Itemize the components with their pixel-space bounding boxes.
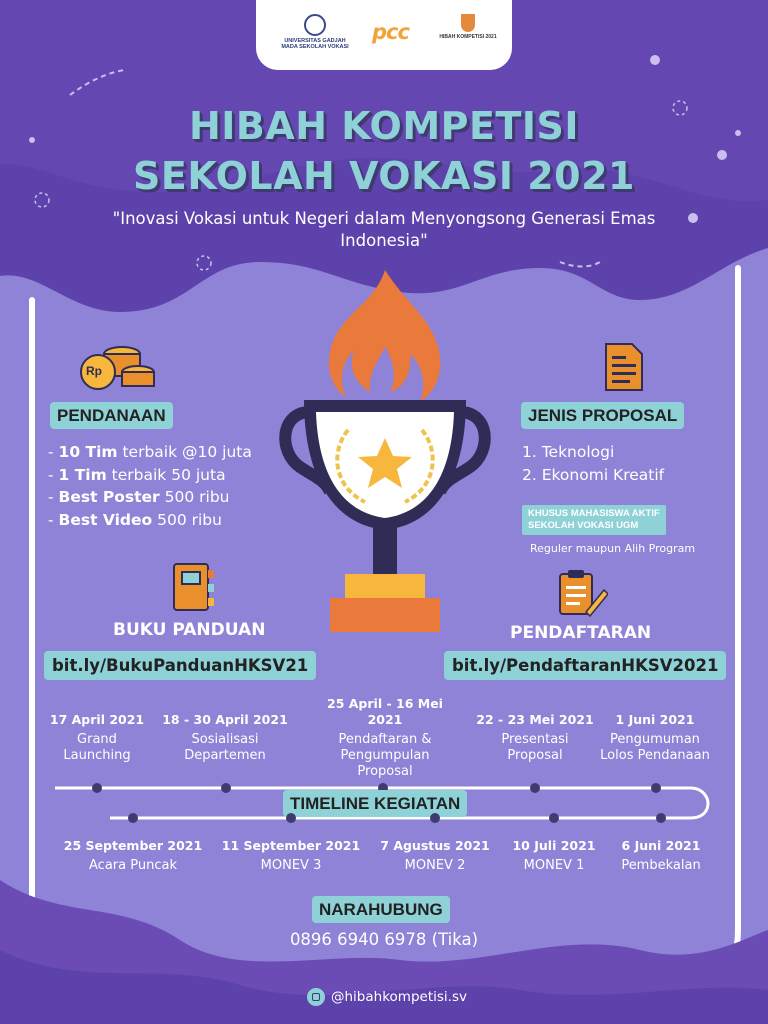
timeline-event bbox=[308, 696, 462, 780]
timeline-event bbox=[580, 712, 730, 764]
narahubung-label: NARAHUBUNG bbox=[312, 896, 450, 923]
jenis-proposal-item: 2. Ekonomi Kreatif bbox=[522, 465, 665, 484]
hksv-logo-text: HIBAH KOMPETISI 2021 bbox=[439, 34, 497, 40]
event-date: 22 - 23 Mei 2021 bbox=[476, 712, 594, 727]
instagram-icon bbox=[307, 988, 325, 1006]
event-text: Pendaftaran & Pengumpulan Proposal bbox=[338, 732, 432, 779]
instagram-text: @hibahkompetisi.sv bbox=[331, 989, 467, 1005]
pendanaan-item: - Best Video 500 ribu bbox=[48, 510, 222, 529]
event-date: 17 April 2021 bbox=[49, 712, 145, 727]
timeline-dot bbox=[656, 813, 666, 823]
timeline-label: TIMELINE KEGIATAN bbox=[283, 790, 467, 817]
pendanaan-item: - 10 Tim terbaik @10 juta bbox=[48, 443, 252, 461]
pcc-logo: pcc bbox=[372, 20, 409, 44]
event-text: MONEV 3 bbox=[260, 858, 322, 873]
title-line-1: HIBAH KOMPETISI bbox=[188, 104, 580, 148]
timeline-dot bbox=[651, 783, 661, 793]
contact-phone[interactable]: 0896 6940 6978 (Tika) bbox=[289, 930, 479, 949]
eligibility-note: Reguler maupun Alih Program bbox=[530, 542, 696, 555]
timeline-event bbox=[150, 712, 300, 764]
timeline-dot bbox=[128, 813, 138, 823]
timeline-dot bbox=[92, 783, 102, 793]
title-line-2: SEKOLAH VOKASI 2021 bbox=[133, 154, 635, 198]
event-date: 1 Juni 2021 bbox=[615, 712, 695, 727]
tagline: "Inovasi Vokasi untuk Negeri dalam Menyongsong Generasi Emas Indonesia" bbox=[112, 209, 656, 250]
rupiah-label: Rp bbox=[86, 364, 102, 378]
eligibility-line-2: SEKOLAH VOKASI UGM bbox=[528, 520, 639, 531]
jenis-proposal-label: JENIS PROPOSAL bbox=[521, 402, 684, 429]
timeline-event bbox=[216, 838, 366, 874]
timeline-dot bbox=[530, 783, 540, 793]
pendanaan-item: - 1 Tim terbaik 50 juta bbox=[48, 465, 226, 484]
timeline-event bbox=[586, 838, 736, 874]
event-text: Grand Launching bbox=[63, 732, 131, 763]
instagram-handle[interactable] bbox=[307, 985, 465, 1009]
pendanaan-label: PENDANAAN bbox=[50, 402, 173, 429]
event-text: Acara Puncak bbox=[89, 858, 177, 873]
event-date: 7 Agustus 2021 bbox=[380, 838, 490, 853]
eligibility-line-1: KHUSUS MAHASISWA AKTIF bbox=[528, 508, 660, 519]
ugm-logo-text: UNIVERSITAS GADJAH MADA SEKOLAH VOKASI bbox=[281, 38, 349, 50]
event-text: Pembekalan bbox=[621, 858, 701, 873]
event-date: 25 September 2021 bbox=[63, 838, 203, 853]
event-date: 10 Juli 2021 bbox=[512, 838, 596, 853]
jenis-proposal-item: 1. Teknologi bbox=[522, 443, 615, 461]
event-text: Sosialisasi Departemen bbox=[184, 732, 266, 763]
event-date: 11 September 2021 bbox=[221, 838, 361, 853]
event-text: Pengumuman Lolos Pendanaan bbox=[600, 732, 710, 763]
buku-panduan-label: BUKU PANDUAN bbox=[113, 620, 266, 640]
buku-panduan-link[interactable]: bit.ly/BukuPanduanHKSV21 bbox=[44, 651, 316, 680]
pendaftaran-link[interactable]: bit.ly/PendaftaranHKSV2021 bbox=[444, 651, 726, 680]
timeline-dot bbox=[430, 813, 440, 823]
timeline-dot bbox=[549, 813, 559, 823]
pendaftaran-label: PENDAFTARAN bbox=[510, 623, 652, 643]
timeline-dot bbox=[286, 813, 296, 823]
timeline-dot bbox=[221, 783, 231, 793]
event-date: 25 April - 16 Mei 2021 bbox=[327, 696, 443, 727]
event-text: MONEV 1 bbox=[523, 858, 585, 873]
timeline-event bbox=[58, 838, 208, 874]
pendanaan-item: - Best Poster 500 ribu bbox=[48, 488, 230, 506]
event-text: Presentasi Proposal bbox=[501, 732, 569, 763]
event-date: 18 - 30 April 2021 bbox=[162, 712, 288, 727]
event-date: 6 Juni 2021 bbox=[621, 838, 701, 853]
event-text: MONEV 2 bbox=[404, 858, 466, 873]
